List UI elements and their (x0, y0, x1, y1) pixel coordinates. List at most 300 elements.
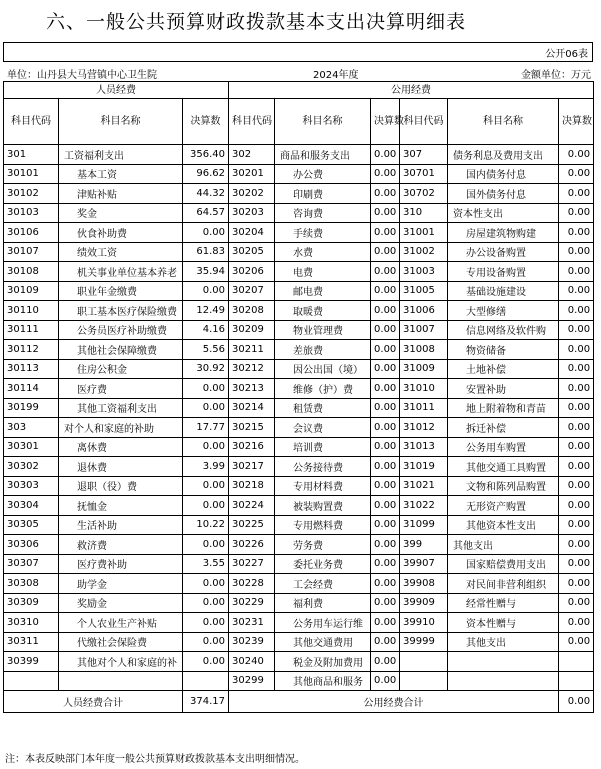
amount-cell: 0.00 (371, 418, 400, 438)
name-cell: 拆迁补偿 (448, 418, 559, 438)
amount-cell: 12.49 (183, 301, 229, 321)
header-amount: 决算数 (183, 99, 229, 145)
name-cell: 基础设施建设 (448, 281, 559, 301)
amount-cell: 0.00 (371, 535, 400, 555)
header-code: 科目代码 (400, 99, 448, 145)
code-cell: 31009 (400, 359, 448, 379)
code-cell: 30199 (4, 398, 59, 418)
footnote: 注：本表反映部门本年度一般公共预算财政拨款基本支出明细情况。 (5, 754, 305, 765)
amount-cell: 5.56 (183, 340, 229, 360)
public-total-value: 0.00 (559, 691, 594, 713)
code-cell: 30702 (400, 184, 448, 204)
code-cell: 30303 (4, 476, 59, 496)
name-cell: 国外债务付息 (448, 184, 559, 204)
name-cell: 水费 (275, 242, 371, 262)
code-cell: 30215 (229, 418, 275, 438)
name-cell: 对民间非营利组织 (448, 574, 559, 594)
name-cell: 公务用车运行维 (275, 613, 371, 633)
name-cell: 抚恤金 (59, 496, 183, 516)
name-cell: 无形资产购置 (448, 496, 559, 516)
code-cell: 399 (400, 535, 448, 555)
name-cell: 手续费 (275, 223, 371, 243)
name-cell: 国家赔偿费用支出 (448, 554, 559, 574)
code-cell: 30106 (4, 223, 59, 243)
header-code: 科目代码 (229, 99, 275, 145)
amount-cell: 0.00 (371, 223, 400, 243)
amount-cell: 0.00 (371, 301, 400, 321)
code-cell (400, 671, 448, 691)
amount-cell: 0.00 (183, 613, 229, 633)
amount-cell: 0.00 (371, 398, 400, 418)
name-cell: 其他支出 (448, 535, 559, 555)
amount-cell: 0.00 (559, 203, 594, 223)
amount-cell: 44.32 (183, 184, 229, 204)
name-cell: 代缴社会保险费 (59, 632, 183, 652)
table-row (4, 359, 594, 379)
code-cell: 31006 (400, 301, 448, 321)
amount-cell (559, 671, 594, 691)
amount-cell: 0.00 (559, 223, 594, 243)
name-cell: 维修（护）费 (275, 379, 371, 399)
name-cell: 租赁费 (275, 398, 371, 418)
amount-cell: 0.00 (183, 496, 229, 516)
code-cell: 30109 (4, 281, 59, 301)
code-cell: 30216 (229, 437, 275, 457)
code-cell: 31002 (400, 242, 448, 262)
amount-cell: 0.00 (183, 593, 229, 613)
group-personnel: 人员经费 (4, 82, 229, 99)
code-cell: 30213 (229, 379, 275, 399)
header-name: 科目名称 (59, 99, 183, 145)
code-cell: 30308 (4, 574, 59, 594)
table-row (4, 164, 594, 184)
code-cell: 30113 (4, 359, 59, 379)
name-cell: 债务利息及费用支出 (448, 145, 559, 165)
amount-cell: 0.00 (371, 554, 400, 574)
name-cell: 绩效工资 (59, 242, 183, 262)
code-cell: 30226 (229, 535, 275, 555)
amount-cell: 17.77 (183, 418, 229, 438)
name-cell: 商品和服务支出 (275, 145, 371, 165)
amount-cell: 0.00 (183, 632, 229, 652)
code-cell: 303 (4, 418, 59, 438)
code-cell: 30227 (229, 554, 275, 574)
name-cell: 个人农业生产补贴 (59, 613, 183, 633)
amount-cell: 0.00 (371, 340, 400, 360)
code-cell (4, 671, 59, 691)
amount-cell: 0.00 (559, 457, 594, 477)
table-code-row (3, 42, 593, 62)
amount-cell: 0.00 (183, 476, 229, 496)
name-cell: 其他商品和服务 (275, 671, 371, 691)
amount-cell: 0.00 (559, 398, 594, 418)
name-cell: 工会经费 (275, 574, 371, 594)
table-row (4, 301, 594, 321)
code-cell: 30228 (229, 574, 275, 594)
amount-cell: 356.40 (183, 145, 229, 165)
amount-cell: 0.00 (559, 515, 594, 535)
amount-cell: 0.00 (183, 379, 229, 399)
amount-cell: 0.00 (559, 613, 594, 633)
amount-cell: 0.00 (183, 223, 229, 243)
name-cell: 福利费 (275, 593, 371, 613)
table-row (4, 613, 594, 633)
amount-cell: 0.00 (371, 437, 400, 457)
name-cell: 对个人和家庭的补助 (59, 418, 183, 438)
code-cell: 30311 (4, 632, 59, 652)
amount-unit: 金额单位：万元 (521, 70, 591, 81)
code-cell: 30103 (4, 203, 59, 223)
fiscal-year: 2024年度 (313, 70, 359, 81)
code-cell: 30201 (229, 164, 275, 184)
header-code: 科目代码 (4, 99, 59, 145)
name-cell: 税金及附加费用 (275, 652, 371, 672)
table-code: 公开06表 (545, 49, 588, 60)
code-cell: 31012 (400, 418, 448, 438)
code-cell: 30229 (229, 593, 275, 613)
code-cell: 30225 (229, 515, 275, 535)
table-row (4, 184, 594, 204)
table-row (4, 398, 594, 418)
name-cell: 邮电费 (275, 281, 371, 301)
name-cell: 生活补助 (59, 515, 183, 535)
amount-cell (183, 671, 229, 691)
name-cell: 资本性支出 (448, 203, 559, 223)
name-cell: 奖金 (59, 203, 183, 223)
amount-cell: 0.00 (371, 593, 400, 613)
amount-cell: 0.00 (371, 613, 400, 633)
name-cell: 其他对个人和家庭的补 (59, 652, 183, 672)
name-cell: 信息网络及软件购 (448, 320, 559, 340)
amount-cell: 0.00 (559, 476, 594, 496)
table-row (4, 574, 594, 594)
info-row (3, 63, 593, 81)
name-cell: 委托业务费 (275, 554, 371, 574)
code-cell: 30207 (229, 281, 275, 301)
name-cell: 助学金 (59, 574, 183, 594)
code-cell: 307 (400, 145, 448, 165)
name-cell: 劳务费 (275, 535, 371, 555)
code-cell: 30310 (4, 613, 59, 633)
name-cell: 奖励金 (59, 593, 183, 613)
name-cell: 公务用车购置 (448, 437, 559, 457)
table-row (4, 671, 594, 691)
code-cell: 30231 (229, 613, 275, 633)
amount-cell: 96.62 (183, 164, 229, 184)
amount-cell: 3.99 (183, 457, 229, 477)
name-cell: 工资福利支出 (59, 145, 183, 165)
amount-cell: 0.00 (371, 281, 400, 301)
code-cell: 31008 (400, 340, 448, 360)
amount-cell: 0.00 (371, 515, 400, 535)
amount-cell: 0.00 (371, 476, 400, 496)
name-cell: 会议费 (275, 418, 371, 438)
code-cell: 30111 (4, 320, 59, 340)
name-cell: 基本工资 (59, 164, 183, 184)
amount-cell: 0.00 (559, 320, 594, 340)
expenditure-table (3, 81, 594, 713)
name-cell: 取暖费 (275, 301, 371, 321)
code-cell: 30307 (4, 554, 59, 574)
amount-cell: 0.00 (559, 301, 594, 321)
amount-cell: 0.00 (559, 359, 594, 379)
code-cell: 30203 (229, 203, 275, 223)
name-cell: 物资储备 (448, 340, 559, 360)
unit-name: 单位：山丹县大马营镇中心卫生院 (7, 70, 157, 81)
code-cell: 30205 (229, 242, 275, 262)
name-cell: 职工基本医疗保险缴费 (59, 301, 183, 321)
name-cell: 经常性赠与 (448, 593, 559, 613)
amount-cell: 0.00 (559, 554, 594, 574)
name-cell: 专用设备购置 (448, 262, 559, 282)
table-row (4, 437, 594, 457)
name-cell: 津贴补贴 (59, 184, 183, 204)
amount-cell: 0.00 (559, 535, 594, 555)
code-cell: 30208 (229, 301, 275, 321)
amount-cell: 0.00 (371, 242, 400, 262)
name-cell: 机关事业单位基本养老 (59, 262, 183, 282)
amount-cell: 0.00 (559, 164, 594, 184)
code-cell: 30301 (4, 437, 59, 457)
table-row (4, 281, 594, 301)
amount-cell: 10.22 (183, 515, 229, 535)
name-cell: 伙食补助费 (59, 223, 183, 243)
code-cell: 30112 (4, 340, 59, 360)
amount-cell (559, 652, 594, 672)
name-cell: 差旅费 (275, 340, 371, 360)
name-cell: 专用燃料费 (275, 515, 371, 535)
table-row (4, 457, 594, 477)
code-cell: 30212 (229, 359, 275, 379)
code-cell: 39909 (400, 593, 448, 613)
code-cell: 30101 (4, 164, 59, 184)
name-cell: 救济费 (59, 535, 183, 555)
code-cell: 30239 (229, 632, 275, 652)
code-cell: 310 (400, 203, 448, 223)
name-cell: 办公设备购置 (448, 242, 559, 262)
code-cell: 302 (229, 145, 275, 165)
name-cell: 资本性赠与 (448, 613, 559, 633)
name-cell: 因公出国（境） (275, 359, 371, 379)
name-cell: 办公费 (275, 164, 371, 184)
header-name: 科目名称 (275, 99, 371, 145)
name-cell: 退职（役）费 (59, 476, 183, 496)
table-body (4, 145, 594, 691)
amount-cell: 0.00 (183, 535, 229, 555)
name-cell: 公务接待费 (275, 457, 371, 477)
name-cell: 大型修缮 (448, 301, 559, 321)
name-cell: 医疗费补助 (59, 554, 183, 574)
code-cell: 30217 (229, 457, 275, 477)
amount-cell: 0.00 (183, 281, 229, 301)
code-cell: 30108 (4, 262, 59, 282)
code-cell: 30224 (229, 496, 275, 516)
amount-cell: 0.00 (371, 359, 400, 379)
name-cell (59, 671, 183, 691)
code-cell: 30218 (229, 476, 275, 496)
name-cell: 其他交通费用 (275, 632, 371, 652)
code-cell: 39910 (400, 613, 448, 633)
amount-cell: 0.00 (559, 184, 594, 204)
header-amount: 决算数 (371, 99, 400, 145)
table-row (4, 418, 594, 438)
code-cell: 30305 (4, 515, 59, 535)
table-row (4, 145, 594, 165)
code-cell: 30302 (4, 457, 59, 477)
amount-cell: 0.00 (559, 593, 594, 613)
name-cell: 其他交通工具购置 (448, 457, 559, 477)
name-cell: 住房公积金 (59, 359, 183, 379)
amount-cell: 0.00 (371, 379, 400, 399)
code-cell: 30206 (229, 262, 275, 282)
page-title: 六、一般公共预算财政拨款基本支出决算明细表 (46, 11, 467, 33)
code-cell: 31019 (400, 457, 448, 477)
code-cell: 30306 (4, 535, 59, 555)
code-cell: 30110 (4, 301, 59, 321)
name-cell: 医疗费 (59, 379, 183, 399)
amount-cell: 0.00 (559, 262, 594, 282)
name-cell: 培训费 (275, 437, 371, 457)
code-cell: 31011 (400, 398, 448, 418)
code-cell: 30701 (400, 164, 448, 184)
name-cell: 安置补助 (448, 379, 559, 399)
code-cell: 31007 (400, 320, 448, 340)
amount-cell: 0.00 (559, 340, 594, 360)
amount-cell: 0.00 (183, 437, 229, 457)
table-row (4, 535, 594, 555)
code-cell: 39907 (400, 554, 448, 574)
name-cell: 专用材料费 (275, 476, 371, 496)
table-row (4, 203, 594, 223)
table-row (4, 554, 594, 574)
code-cell: 31010 (400, 379, 448, 399)
amount-cell: 0.00 (371, 320, 400, 340)
name-cell: 离休费 (59, 437, 183, 457)
name-cell: 退休费 (59, 457, 183, 477)
amount-cell: 35.94 (183, 262, 229, 282)
code-cell: 30204 (229, 223, 275, 243)
amount-cell: 0.00 (559, 418, 594, 438)
code-cell: 30107 (4, 242, 59, 262)
code-cell (400, 652, 448, 672)
table-row (4, 593, 594, 613)
code-cell: 31003 (400, 262, 448, 282)
name-cell: 其他资本性支出 (448, 515, 559, 535)
amount-cell: 0.00 (371, 164, 400, 184)
name-cell: 房屋建筑物购建 (448, 223, 559, 243)
table-row (4, 496, 594, 516)
code-cell: 30202 (229, 184, 275, 204)
code-cell: 30309 (4, 593, 59, 613)
code-cell: 30211 (229, 340, 275, 360)
code-cell: 31013 (400, 437, 448, 457)
name-cell (448, 652, 559, 672)
amount-cell: 61.83 (183, 242, 229, 262)
amount-cell: 0.00 (371, 632, 400, 652)
amount-cell: 4.16 (183, 320, 229, 340)
name-cell: 其他工资福利支出 (59, 398, 183, 418)
code-cell: 31005 (400, 281, 448, 301)
table-row (4, 652, 594, 672)
amount-cell: 0.00 (371, 574, 400, 594)
amount-cell: 0.00 (371, 652, 400, 672)
code-cell: 30114 (4, 379, 59, 399)
code-cell: 31021 (400, 476, 448, 496)
amount-cell: 0.00 (559, 496, 594, 516)
amount-cell: 30.92 (183, 359, 229, 379)
code-cell: 39999 (400, 632, 448, 652)
amount-cell: 0.00 (559, 437, 594, 457)
table-row (4, 379, 594, 399)
public-total-label: 公用经费合计 (229, 691, 559, 713)
amount-cell: 0.00 (183, 652, 229, 672)
name-cell (448, 671, 559, 691)
name-cell: 被装购置费 (275, 496, 371, 516)
name-cell: 公务员医疗补助缴费 (59, 320, 183, 340)
table-row (4, 320, 594, 340)
amount-cell: 0.00 (559, 145, 594, 165)
name-cell: 国内债务付息 (448, 164, 559, 184)
name-cell: 文物和陈列品购置 (448, 476, 559, 496)
name-cell: 咨询费 (275, 203, 371, 223)
amount-cell: 0.00 (371, 457, 400, 477)
amount-cell: 0.00 (371, 145, 400, 165)
name-cell: 地上附着物和青苗 (448, 398, 559, 418)
name-cell: 其他社会保障缴费 (59, 340, 183, 360)
code-cell: 301 (4, 145, 59, 165)
amount-cell: 0.00 (371, 496, 400, 516)
amount-cell: 0.00 (559, 574, 594, 594)
code-cell: 30214 (229, 398, 275, 418)
table-row (4, 223, 594, 243)
amount-cell: 0.00 (559, 242, 594, 262)
table-row (4, 242, 594, 262)
code-cell: 30399 (4, 652, 59, 672)
code-cell: 30102 (4, 184, 59, 204)
code-cell: 31001 (400, 223, 448, 243)
table-row (4, 262, 594, 282)
table-row (4, 340, 594, 360)
amount-cell: 64.57 (183, 203, 229, 223)
amount-cell: 3.55 (183, 554, 229, 574)
name-cell: 印刷费 (275, 184, 371, 204)
amount-cell: 0.00 (371, 262, 400, 282)
code-cell: 30240 (229, 652, 275, 672)
table-row (4, 476, 594, 496)
header-name: 科目名称 (448, 99, 559, 145)
code-cell: 30209 (229, 320, 275, 340)
amount-cell: 0.00 (371, 203, 400, 223)
name-cell: 土地补偿 (448, 359, 559, 379)
table-row (4, 632, 594, 652)
amount-cell: 0.00 (559, 281, 594, 301)
amount-cell: 0.00 (559, 632, 594, 652)
code-cell: 39908 (400, 574, 448, 594)
code-cell: 31022 (400, 496, 448, 516)
header-amount: 决算数 (559, 99, 594, 145)
amount-cell: 0.00 (559, 379, 594, 399)
personnel-total-label: 人员经费合计 (4, 691, 183, 713)
code-cell: 31099 (400, 515, 448, 535)
amount-cell: 0.00 (183, 574, 229, 594)
personnel-total-value: 374.17 (183, 691, 229, 713)
name-cell: 职业年金缴费 (59, 281, 183, 301)
name-cell: 其他支出 (448, 632, 559, 652)
code-cell: 30304 (4, 496, 59, 516)
code-cell: 30299 (229, 671, 275, 691)
amount-cell: 0.00 (371, 184, 400, 204)
group-public: 公用经费 (229, 82, 594, 99)
